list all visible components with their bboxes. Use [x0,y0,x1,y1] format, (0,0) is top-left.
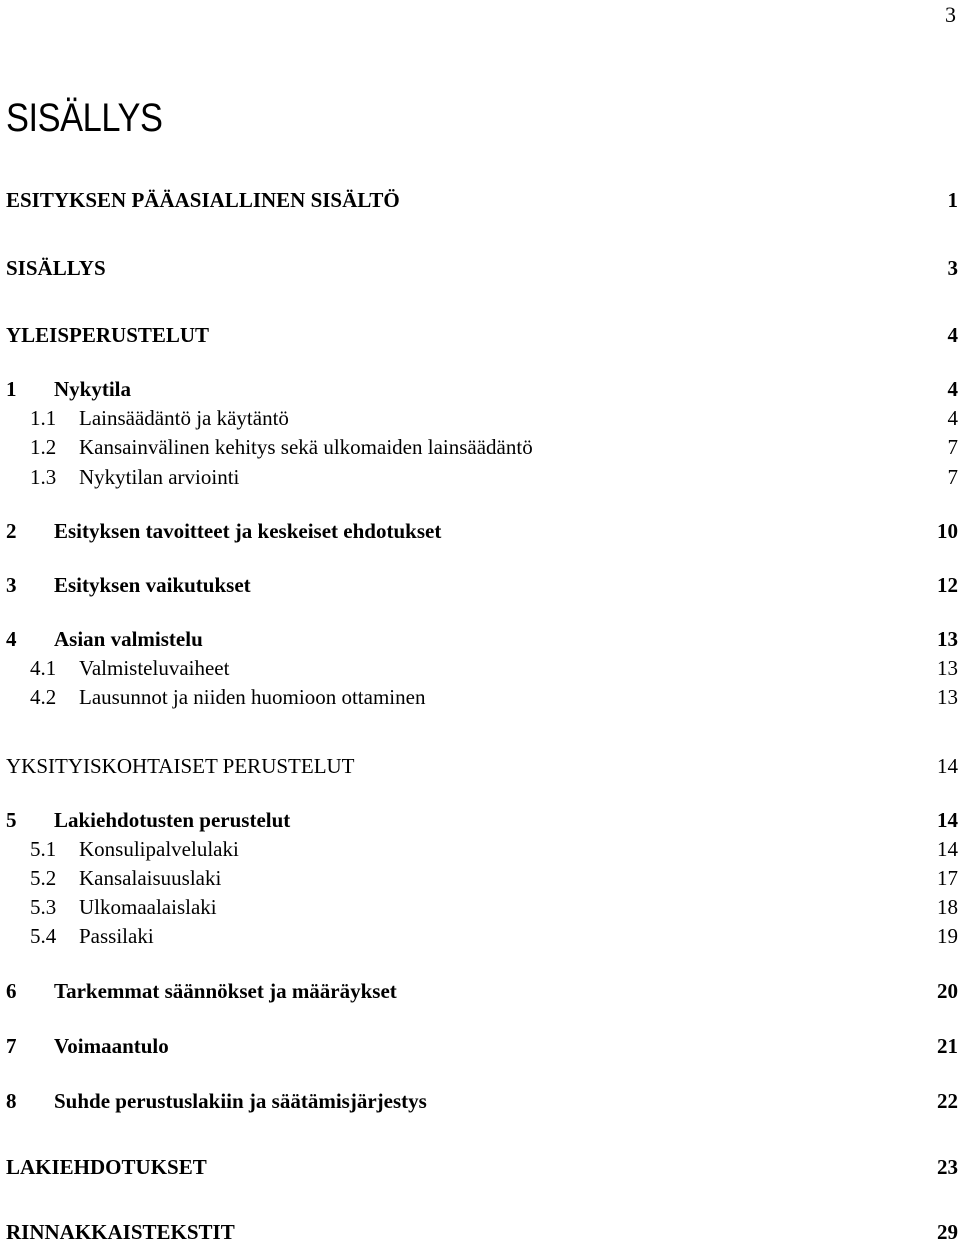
toc-entry[interactable] [6,977,958,1005]
toc-page: 1 [947,188,958,212]
toc-page: 3 [947,256,958,280]
toc-number: 5 [6,808,17,832]
toc-label: Konsulipalvelulaki [79,837,239,861]
toc-number: 5.1 [30,837,57,861]
toc-entry[interactable] [30,864,958,892]
toc-number: 4 [6,627,17,651]
toc-label: Lainsäädäntö ja käytäntö [79,406,289,430]
toc-label: Kansalaisuuslaki [79,866,222,890]
toc-page: 22 [937,1089,958,1113]
toc-page: 14 [937,808,958,832]
toc-number: 8 [6,1089,17,1113]
toc-page: 7 [947,465,958,489]
toc-label: Nykytila [54,377,132,401]
toc-label: Esityksen vaikutukset [54,573,251,597]
toc-number: 6 [6,979,17,1003]
toc-entry[interactable] [30,835,958,863]
toc-entry[interactable] [30,433,958,461]
toc-entry[interactable] [6,517,958,545]
toc-number: 1 [6,377,17,401]
toc-number: 5.3 [30,895,57,919]
page-title: SISÄLLYS [6,96,163,140]
toc-label: Lakiehdotusten perustelut [54,808,291,832]
toc-number: 5.2 [30,866,57,890]
toc-number: 5.4 [30,924,57,948]
toc-page: 4 [947,406,958,430]
toc-entry[interactable] [6,1087,958,1115]
toc-page: 4 [947,377,958,401]
toc-page: 13 [937,656,958,680]
toc-entry[interactable] [6,375,958,403]
toc-label: Valmisteluvaiheet [79,656,230,680]
toc-page: 23 [937,1155,958,1179]
toc-label: RINNAKKAISTEKSTIT [6,1220,235,1244]
toc-label: LAKIEHDOTUKSET [6,1155,207,1179]
page-number: 3 [945,2,956,27]
toc-entry[interactable] [30,463,958,491]
toc-label: YKSITYISKOHTAISET PERUSTELUT [6,754,355,778]
toc-number: 4.2 [30,685,57,709]
toc-page: 10 [937,519,958,543]
toc-label: Kansainvälinen kehitys sekä ulkomaiden lainsäädäntö [79,435,533,459]
toc-entry[interactable] [6,752,958,780]
toc-entry[interactable] [6,1153,958,1181]
toc-label: SISÄLLYS [6,256,106,280]
toc-label: Ulkomaalaislaki [79,895,217,919]
toc-label: ESITYKSEN PÄÄASIALLINEN SISÄLTÖ [6,188,400,212]
toc-label: Nykytilan arviointi [79,465,240,489]
toc-label: Tarkemmat säännökset ja määräykset [54,979,397,1003]
toc-page: 4 [947,323,958,347]
toc-page: 21 [937,1034,958,1058]
toc-number: 1.1 [30,406,57,430]
toc-entry[interactable] [6,571,958,599]
toc-number: 4.1 [30,656,57,680]
toc-page: 7 [947,435,958,459]
toc-entry[interactable] [30,922,958,950]
toc-number: 2 [6,519,17,543]
toc-page: 12 [937,573,958,597]
toc-page: 13 [937,685,958,709]
toc-entry[interactable] [6,321,958,349]
toc-page: 29 [937,1220,958,1244]
toc-page: 13 [937,627,958,651]
toc-label: Passilaki [79,924,154,948]
toc-label: Suhde perustuslakiin ja säätämisjärjestys [54,1089,427,1113]
toc-label: YLEISPERUSTELUT [6,323,210,347]
toc-label: Esityksen tavoitteet ja keskeiset ehdotukset [54,519,442,543]
toc-number: 1.3 [30,465,57,489]
toc-page: 20 [937,979,958,1003]
toc-entry[interactable] [30,893,958,921]
toc-entry[interactable] [6,625,958,653]
toc-label: Asian valmistelu [54,627,203,651]
toc-page: 17 [937,866,958,890]
toc-page: 14 [937,837,958,861]
toc-number: 1.2 [30,435,57,459]
toc-label: Voimaantulo [54,1034,169,1058]
toc-page: 18 [937,895,958,919]
toc-number: 3 [6,573,17,597]
toc-entry[interactable] [6,186,958,214]
toc-page: 19 [937,924,958,948]
toc-entry[interactable] [30,404,958,432]
toc-entry[interactable] [30,683,958,711]
toc-entry[interactable] [6,806,958,834]
toc-page: 14 [937,754,958,778]
toc-entry[interactable] [6,1218,958,1246]
toc-number: 7 [6,1034,17,1058]
toc-entry[interactable] [6,1032,958,1060]
toc-label: Lausunnot ja niiden huomioon ottaminen [79,685,426,709]
toc-entry[interactable] [6,254,958,282]
toc-entry[interactable] [30,654,958,682]
